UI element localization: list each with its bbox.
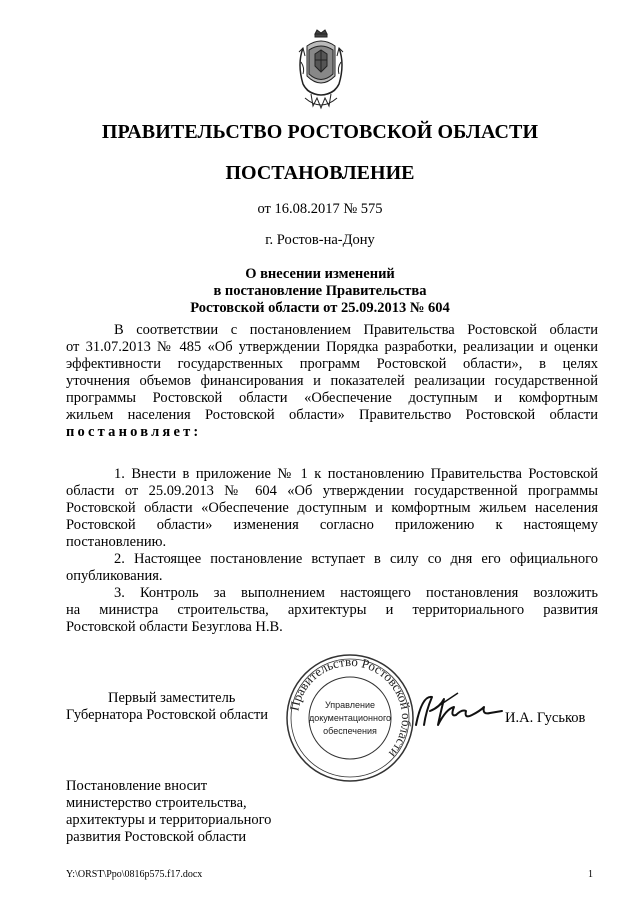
coat-of-arms-icon bbox=[293, 28, 349, 112]
preamble-paragraph bbox=[66, 322, 598, 441]
subject-line: О внесении изменений bbox=[245, 266, 395, 282]
stamp-inner-line: документационного bbox=[308, 713, 392, 723]
item-line: Ростовской области Безуглова Н.В. bbox=[66, 619, 283, 635]
document-type: ПОСТАНОВЛЕНИЕ bbox=[225, 162, 415, 184]
decree-item-3 bbox=[66, 585, 598, 636]
decree-items bbox=[66, 466, 598, 636]
signatory-position bbox=[66, 690, 306, 724]
document-subject bbox=[0, 266, 640, 317]
subject-line: Ростовской области от 25.09.2013 № 604 bbox=[190, 300, 450, 316]
footer-file-path: Y:\ORST\Ppo\0816p575.f17.docx bbox=[66, 869, 203, 880]
document-city: г. Ростов-на-Дону bbox=[265, 232, 375, 248]
submitter-block bbox=[66, 778, 366, 846]
decree-item-1 bbox=[66, 466, 598, 551]
page-number: 1 bbox=[588, 869, 593, 880]
item-line: Ростовской области» изменения согласно приложению к настоящему bbox=[66, 517, 598, 533]
stamp-inner-line: Управление bbox=[324, 700, 376, 710]
item-line: области от 25.09.2013 № 604 «Об утверждении государственной программы bbox=[66, 483, 598, 499]
preamble-line: В соответствии с постановлением Правительства Ростовской области bbox=[114, 322, 598, 338]
item-line: опубликования. bbox=[66, 568, 163, 584]
decree-item-2 bbox=[66, 551, 598, 585]
position-line: Губернатора Ростовской области bbox=[66, 707, 269, 723]
preamble-line: эффективности государственных программ Ростовской области», в целях bbox=[66, 356, 598, 372]
signatory-name: И.А. Гуськов bbox=[505, 710, 586, 726]
submitter-line: Постановление вносит bbox=[66, 778, 208, 794]
preamble-line: жильем населения Ростовской области» Правительство Ростовской области bbox=[66, 407, 598, 423]
decree-word: постановляет: bbox=[66, 424, 202, 440]
document-date-number: от 16.08.2017 № 575 bbox=[257, 201, 383, 217]
item-line: 3. Контроль за выполнением настоящего постановления возложить bbox=[114, 585, 598, 601]
subject-line: в постановление Правительства bbox=[213, 283, 427, 299]
stamp-inner-line: обеспечения bbox=[323, 726, 377, 736]
item-line: 2. Настоящее постановление вступает в силу со дня его официального bbox=[114, 551, 598, 567]
item-line: Ростовской области «Обеспечение доступным и комфортным жильем населения bbox=[66, 500, 598, 516]
organization-title: ПРАВИТЕЛЬСТВО РОСТОВСКОЙ ОБЛАСТИ bbox=[101, 121, 539, 143]
stamp-outer-text: Правительство Ростовской области bbox=[286, 653, 415, 761]
preamble-line: программы Ростовской области «Обеспечение доступным и комфортным bbox=[66, 390, 598, 406]
preamble-line: от 31.07.2013 № 485 «Об утверждении Порядка разработки, реализации и оценки bbox=[66, 339, 598, 355]
submitter-line: министерство строительства, bbox=[66, 795, 247, 811]
handwritten-signature bbox=[410, 685, 506, 733]
item-line: 1. Внести в приложение № 1 к постановлению Правительства Ростовской bbox=[114, 466, 598, 482]
preamble-line: уточнения объемов финансирования и показателей реализации государственной bbox=[66, 373, 598, 389]
submitter-line: архитектуры и территориального bbox=[66, 812, 272, 828]
position-line: Первый заместитель bbox=[108, 690, 236, 706]
item-line: постановлению. bbox=[66, 534, 167, 550]
submitter-line: развития Ростовской области bbox=[66, 829, 247, 845]
item-line: на министра строительства, архитектуры и территориального развития bbox=[66, 602, 598, 618]
